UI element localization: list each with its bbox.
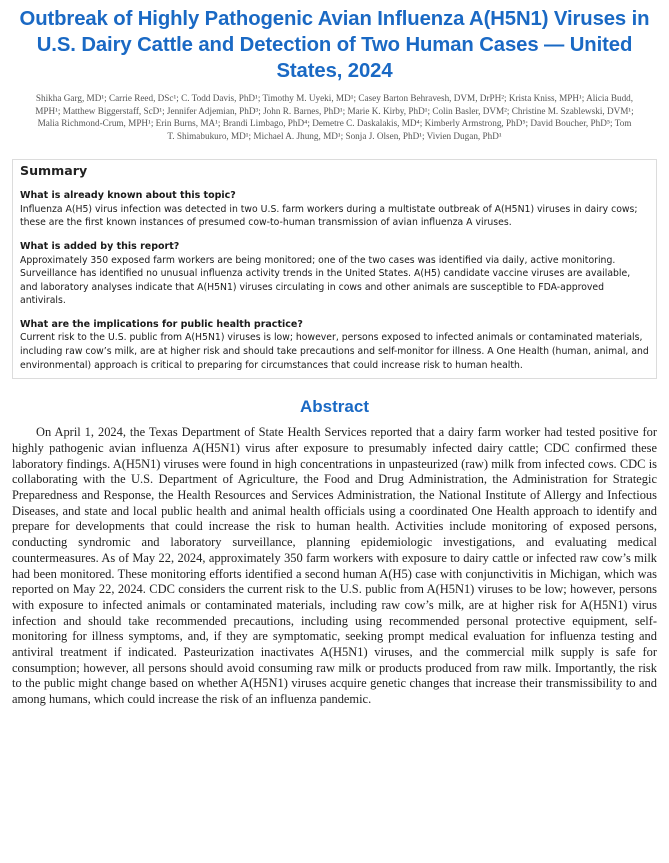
abstract-body: On April 1, 2024, the Texas Department of State Health Services reported that a dairy farm worker had tested positive for highly pathogenic avian influenza A(H5N1) virus after exposure to presumably infected dairy cattle; CDC confirmed these laboratory findings. A(H5N1) viruses were found in high concentrations in unpasteurized (raw) milk from infected cows. CDC is collaborating with the U.S. Department of Agriculture, the Food and Drug Administration, the Administration for Strategic Preparedness and Response, the Health Resources and Services Administration, the National Institute of Allergy and Infectious Diseases, and state and local public health and animal health officials using a coordinated One Health approach to identify and prepare for developments that could increase the risk to human health. Activities include monitoring of exposed persons, conducting syndromic and laboratory surveillance, planning epidemiologic investigations, and evaluating medical countermeasures. As of May 22, 2024, approximately 350 farm workers with exposure to dairy cattle or infected raw cow’s milk had been monitored. These monitoring efforts identified a second human A(H5) case with conjunctivitis in Michigan, which was reported on May 22, 2024. CDC considers the current risk to the U.S. public from A(H5N1) viruses to be low; however, persons with exposure to infected animals or contaminated materials, including raw cow’s milk, are at higher risk for A(H5N1) virus infection and should take recommended precautions, including using recommended personal protective equipment, self-monitoring for illness symptoms, and, if they are symptomatic, seeking prompt medical evaluation for influenza testing and antiviral treatment if indicated. Pasteurization inactivates A(H5N1) viruses, and the commercial milk supply is safe for consumption; however, all persons should avoid consuming raw milk or products produced from raw milk. Importantly, the risk to the public might change based on whether A(H5N1) viruses acquire genetic changes that increase their transmissibility to and among humans, which could increase the risk of an influenza pandemic. — [12, 425, 657, 707]
summary-question-added: What is added by this report? — [20, 241, 180, 253]
summary-heading: Summary — [20, 163, 88, 179]
summary-box — [12, 159, 657, 379]
summary-answer-added: Approximately 350 exposed farm workers are being monitored; one of the two cases was identified via daily, active monitoring. Surveillance has identified no unusual influenza activity trends in the United States. A(H5) candidate vaccine viruses are available, and laboratory analyses indicate that A(H5N1) viruses circulating in cows and other animals are susceptible to FDA-approved antivirals. — [20, 254, 631, 307]
summary-answer-known: Influenza A(H5) virus infection was detected in two U.S. farm workers during a multistate outbreak of A(H5N1) viruses in dairy cows; these are the first known instances of presumed cow-to-human transmission of avian influenza A viruses. — [20, 203, 638, 229]
abstract-heading: Abstract — [300, 397, 369, 417]
summary-answer-implications: Current risk to the U.S. public from A(H5N1) viruses is low; however, persons exposed to infected animals or contaminated materials, including raw cow’s milk, are at higher risk and should take precautions and self-monitor for illness. A One Health (human, animal, and environmental) approach is critical to preparing for circumstances that could increase risk to human health. — [20, 332, 649, 371]
article-title: Outbreak of Highly Pathogenic Avian Influenza A(H5N1) Viruses in U.S. Dairy Cattle and Detection of Two Human Cases — United States, 2024 — [19, 8, 650, 82]
summary-question-implications: What are the implications for public health practice? — [20, 318, 303, 330]
summary-question-known: What is already known about this topic? — [20, 190, 236, 202]
author-list: Shikha Garg, MD¹; Carrie Reed, DSc¹; C. Todd Davis, PhD¹; Timothy M. Uyeki, MD¹; Casey Barton Behravesh, DVM, DrPH²; Krista Kniss, MPH¹; Alicia Budd, MPH¹; Matthew Biggerstaff, ScD¹; Jennifer Adjemian, PhD³; John R. Barnes, PhD¹; Marie K. Kirby, PhD¹; Colin Basler, DVM²; Christine M. Szablewski, DVM¹; Malia Richmond-Crum, MPH¹; Erin Burns, MA¹; Brandi Limbago, PhD⁴; Demetre C. Daskalakis, MD⁴; Kimberly Armstrong, PhD⁵; David Boucher, PhD⁵; Tom T. Shimabukuro, MD¹; Michael A. Jhung, MD¹; Sonja J. Olsen, PhD¹; Vivien Dugan, PhD¹ — [35, 93, 634, 141]
